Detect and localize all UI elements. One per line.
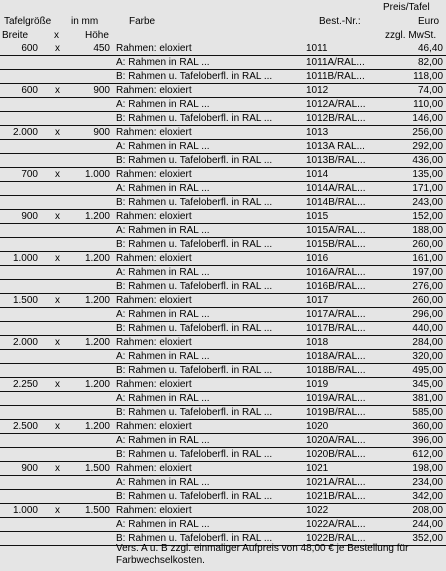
- hoehe-cell: 1.500: [84, 463, 110, 474]
- preis-cell: 188,00: [412, 225, 443, 236]
- preis-cell: 585,00: [412, 407, 443, 418]
- x-cell: x: [55, 295, 60, 306]
- table-row: [0, 308, 446, 322]
- preis-cell: 110,00: [413, 99, 443, 110]
- farbe-cell: Rahmen: eloxiert: [116, 169, 192, 180]
- breite-cell: 2.000: [12, 127, 38, 138]
- preis-cell: 260,00: [412, 295, 443, 306]
- table-row: [0, 84, 446, 98]
- table-row: [0, 434, 446, 448]
- table-row: [0, 238, 446, 252]
- breite-cell: 700: [21, 169, 38, 180]
- best-nr-cell: 1020B/RAL...: [306, 449, 366, 460]
- table-row: [0, 182, 446, 196]
- farbe-cell: Rahmen: eloxiert: [116, 85, 192, 96]
- table-row: [0, 378, 446, 392]
- breite-cell: 600: [21, 85, 38, 96]
- header-mwst: zzgl. MwSt.: [385, 30, 437, 41]
- best-nr-cell: 1022: [306, 505, 329, 516]
- preis-cell: 208,00: [412, 505, 443, 516]
- table-row: [0, 364, 446, 378]
- x-cell: x: [55, 211, 60, 222]
- farbe-cell: B: Rahmen u. Tafeloberfl. in RAL ...: [116, 365, 273, 376]
- best-nr-cell: 1022B/RAL...: [306, 533, 366, 544]
- farbe-cell: A: Rahmen in RAL ...: [116, 141, 210, 152]
- table-row: [0, 140, 446, 154]
- farbe-cell: Rahmen: eloxiert: [116, 127, 192, 138]
- preis-cell: 612,00: [412, 449, 443, 460]
- header-preis-tafel: Preis/Tafel: [383, 2, 430, 13]
- preis-cell: 440,00: [412, 323, 443, 334]
- best-nr-cell: 1011A/RAL...: [306, 57, 365, 68]
- farbe-cell: B: Rahmen u. Tafeloberfl. in RAL ...: [116, 71, 273, 82]
- best-nr-cell: 1013B/RAL...: [306, 155, 366, 166]
- header-tafelgroesse: Tafelgröße: [4, 16, 52, 27]
- preis-cell: 256,00: [412, 127, 443, 138]
- best-nr-cell: 1012: [306, 85, 329, 96]
- best-nr-cell: 1011B/RAL...: [306, 71, 365, 82]
- best-nr-cell: 1016B/RAL...: [306, 281, 366, 292]
- farbe-cell: A: Rahmen in RAL ...: [116, 183, 210, 194]
- preis-cell: 46,40: [417, 43, 443, 54]
- farbe-cell: B: Rahmen u. Tafeloberfl. in RAL ...: [116, 113, 273, 124]
- preis-cell: 292,00: [412, 141, 443, 152]
- table-row: [0, 252, 446, 266]
- breite-cell: 900: [21, 211, 38, 222]
- best-nr-cell: 1021B/RAL...: [306, 491, 366, 502]
- x-cell: x: [55, 253, 60, 264]
- preis-cell: 244,00: [412, 519, 443, 530]
- preis-cell: 436,00: [412, 155, 443, 166]
- best-nr-cell: 1011: [306, 43, 328, 54]
- farbe-cell: Rahmen: eloxiert: [116, 43, 192, 54]
- best-nr-cell: 1013A RAL...: [306, 141, 365, 152]
- farbe-cell: B: Rahmen u. Tafeloberfl. in RAL ...: [116, 449, 273, 460]
- hoehe-cell: 1.200: [84, 211, 110, 222]
- x-cell: x: [55, 379, 60, 390]
- best-nr-cell: 1022A/RAL...: [306, 519, 366, 530]
- table-row: [0, 504, 446, 518]
- preis-cell: 396,00: [412, 435, 443, 446]
- preis-cell: 197,00: [412, 267, 443, 278]
- farbe-cell: A: Rahmen in RAL ...: [116, 519, 210, 530]
- preis-cell: 234,00: [412, 477, 443, 488]
- farbe-cell: A: Rahmen in RAL ...: [116, 351, 210, 362]
- table-row: [0, 392, 446, 406]
- x-cell: x: [55, 127, 60, 138]
- farbe-cell: A: Rahmen in RAL ...: [116, 477, 210, 488]
- farbe-cell: Rahmen: eloxiert: [116, 295, 192, 306]
- best-nr-cell: 1018A/RAL...: [306, 351, 366, 362]
- table-row: [0, 336, 446, 350]
- header-in-mm: in mm: [71, 16, 99, 27]
- preis-cell: 360,00: [412, 421, 443, 432]
- farbe-cell: Rahmen: eloxiert: [116, 337, 192, 348]
- preis-cell: 352,00: [412, 533, 443, 544]
- farbe-cell: A: Rahmen in RAL ...: [116, 435, 210, 446]
- table-row: [0, 490, 446, 504]
- x-cell: x: [55, 43, 60, 54]
- breite-cell: 2.000: [12, 337, 38, 348]
- farbe-cell: B: Rahmen u. Tafeloberfl. in RAL ...: [116, 323, 273, 334]
- table-row: [0, 126, 446, 140]
- best-nr-cell: 1021: [306, 463, 329, 474]
- farbe-cell: B: Rahmen u. Tafeloberfl. in RAL ...: [116, 533, 273, 544]
- header-breite: Breite: [2, 30, 29, 41]
- breite-cell: 1.000: [12, 505, 38, 516]
- best-nr-cell: 1017: [306, 295, 329, 306]
- header-hoehe: Höhe: [85, 30, 109, 41]
- hoehe-cell: 1.200: [84, 379, 110, 390]
- best-nr-cell: 1019A/RAL...: [306, 393, 366, 404]
- best-nr-cell: 1019: [306, 379, 329, 390]
- best-nr-cell: 1015A/RAL...: [306, 225, 366, 236]
- table-row: [0, 266, 446, 280]
- header-x: x: [54, 30, 59, 41]
- farbe-cell: A: Rahmen in RAL ...: [116, 57, 210, 68]
- table-row: [0, 462, 446, 476]
- farbe-cell: Rahmen: eloxiert: [116, 463, 192, 474]
- table-row: [0, 476, 446, 490]
- preis-cell: 198,00: [412, 463, 443, 474]
- farbe-cell: A: Rahmen in RAL ...: [116, 267, 210, 278]
- best-nr-cell: 1013: [306, 127, 329, 138]
- table-row: [0, 280, 446, 294]
- x-cell: x: [55, 85, 60, 96]
- x-cell: x: [55, 337, 60, 348]
- best-nr-cell: 1016: [306, 253, 329, 264]
- best-nr-cell: 1014: [306, 169, 329, 180]
- table-row: [0, 518, 446, 532]
- preis-cell: 284,00: [412, 337, 443, 348]
- table-row: [0, 70, 446, 84]
- preis-cell: 381,00: [412, 393, 443, 404]
- farbe-cell: A: Rahmen in RAL ...: [116, 99, 210, 110]
- table-row: [0, 168, 446, 182]
- preis-cell: 146,00: [412, 113, 443, 124]
- farbe-cell: Rahmen: eloxiert: [116, 421, 192, 432]
- best-nr-cell: 1012A/RAL...: [306, 99, 366, 110]
- header-euro: Euro: [418, 16, 440, 27]
- table-row: [0, 112, 446, 126]
- breite-cell: 900: [21, 463, 38, 474]
- table-row: [0, 350, 446, 364]
- table-row: [0, 420, 446, 434]
- farbe-cell: A: Rahmen in RAL ...: [116, 309, 210, 320]
- best-nr-cell: 1015B/RAL...: [306, 239, 366, 250]
- preis-cell: 495,00: [412, 365, 443, 376]
- best-nr-cell: 1015: [306, 211, 329, 222]
- farbe-cell: Rahmen: eloxiert: [116, 253, 192, 264]
- hoehe-cell: 1.200: [84, 337, 110, 348]
- hoehe-cell: 450: [93, 43, 110, 54]
- farbe-cell: A: Rahmen in RAL ...: [116, 225, 210, 236]
- hoehe-cell: 1.200: [84, 421, 110, 432]
- best-nr-cell: 1018B/RAL...: [306, 365, 366, 376]
- farbe-cell: Rahmen: eloxiert: [116, 505, 192, 516]
- farbe-cell: B: Rahmen u. Tafeloberfl. in RAL ...: [116, 491, 273, 502]
- hoehe-cell: 1.200: [84, 253, 110, 264]
- table-row: [0, 224, 446, 238]
- best-nr-cell: 1012B/RAL...: [306, 113, 366, 124]
- breite-cell: 1.000: [12, 253, 38, 264]
- hoehe-cell: 1.200: [84, 295, 110, 306]
- farbe-cell: A: Rahmen in RAL ...: [116, 393, 210, 404]
- x-cell: x: [55, 463, 60, 474]
- table-row: [0, 98, 446, 112]
- table-row: [0, 56, 446, 70]
- header-farbe: Farbe: [129, 16, 156, 27]
- best-nr-cell: 1021A/RAL...: [306, 477, 366, 488]
- table-row: [0, 210, 446, 224]
- hoehe-cell: 900: [93, 127, 110, 138]
- preis-cell: 243,00: [412, 197, 443, 208]
- footer-note: Vers. A u. B zzgl. einmaliger Aufpreis von 48,00 € je Bestellung für Farbwechselkosten.: [116, 543, 409, 566]
- table-row: [0, 42, 446, 56]
- best-nr-cell: 1020A/RAL...: [306, 435, 366, 446]
- preis-cell: 82,00: [417, 57, 443, 68]
- breite-cell: 2.500: [12, 421, 38, 432]
- farbe-cell: B: Rahmen u. Tafeloberfl. in RAL ...: [116, 155, 273, 166]
- breite-cell: 2.250: [12, 379, 38, 390]
- farbe-cell: B: Rahmen u. Tafeloberfl. in RAL ...: [116, 239, 273, 250]
- farbe-cell: Rahmen: eloxiert: [116, 211, 192, 222]
- best-nr-cell: 1019B/RAL...: [306, 407, 366, 418]
- preis-cell: 171,00: [412, 183, 443, 194]
- preis-cell: 135,00: [412, 169, 443, 180]
- preis-cell: 152,00: [412, 211, 443, 222]
- x-cell: x: [55, 169, 60, 180]
- farbe-cell: B: Rahmen u. Tafeloberfl. in RAL ...: [116, 407, 273, 418]
- best-nr-cell: 1020: [306, 421, 329, 432]
- best-nr-cell: 1014A/RAL...: [306, 183, 366, 194]
- header-best-nr: Best.-Nr.:: [319, 16, 361, 27]
- price-table-body: [0, 42, 446, 546]
- farbe-cell: Rahmen: eloxiert: [116, 379, 192, 390]
- farbe-cell: B: Rahmen u. Tafeloberfl. in RAL ...: [116, 197, 273, 208]
- best-nr-cell: 1017B/RAL...: [306, 323, 366, 334]
- preis-cell: 345,00: [412, 379, 443, 390]
- preis-cell: 161,00: [412, 253, 443, 264]
- hoehe-cell: 1.000: [84, 169, 110, 180]
- preis-cell: 342,00: [412, 491, 443, 502]
- table-row: [0, 448, 446, 462]
- preis-cell: 276,00: [412, 281, 443, 292]
- hoehe-cell: 900: [93, 85, 110, 96]
- best-nr-cell: 1014B/RAL...: [306, 197, 366, 208]
- table-row: [0, 196, 446, 210]
- hoehe-cell: 1.500: [84, 505, 110, 516]
- x-cell: x: [55, 505, 60, 516]
- preis-cell: 296,00: [412, 309, 443, 320]
- table-row: [0, 294, 446, 308]
- best-nr-cell: 1017A/RAL...: [306, 309, 366, 320]
- preis-cell: 74,00: [417, 85, 443, 96]
- table-row: [0, 322, 446, 336]
- breite-cell: 600: [21, 43, 38, 54]
- farbe-cell: B: Rahmen u. Tafeloberfl. in RAL ...: [116, 281, 273, 292]
- table-row: [0, 154, 446, 168]
- preis-cell: 320,00: [412, 351, 443, 362]
- x-cell: x: [55, 421, 60, 432]
- table-row: [0, 406, 446, 420]
- preis-cell: 260,00: [412, 239, 443, 250]
- best-nr-cell: 1016A/RAL...: [306, 267, 366, 278]
- preis-cell: 118,00: [413, 71, 443, 82]
- best-nr-cell: 1018: [306, 337, 329, 348]
- breite-cell: 1.500: [12, 295, 38, 306]
